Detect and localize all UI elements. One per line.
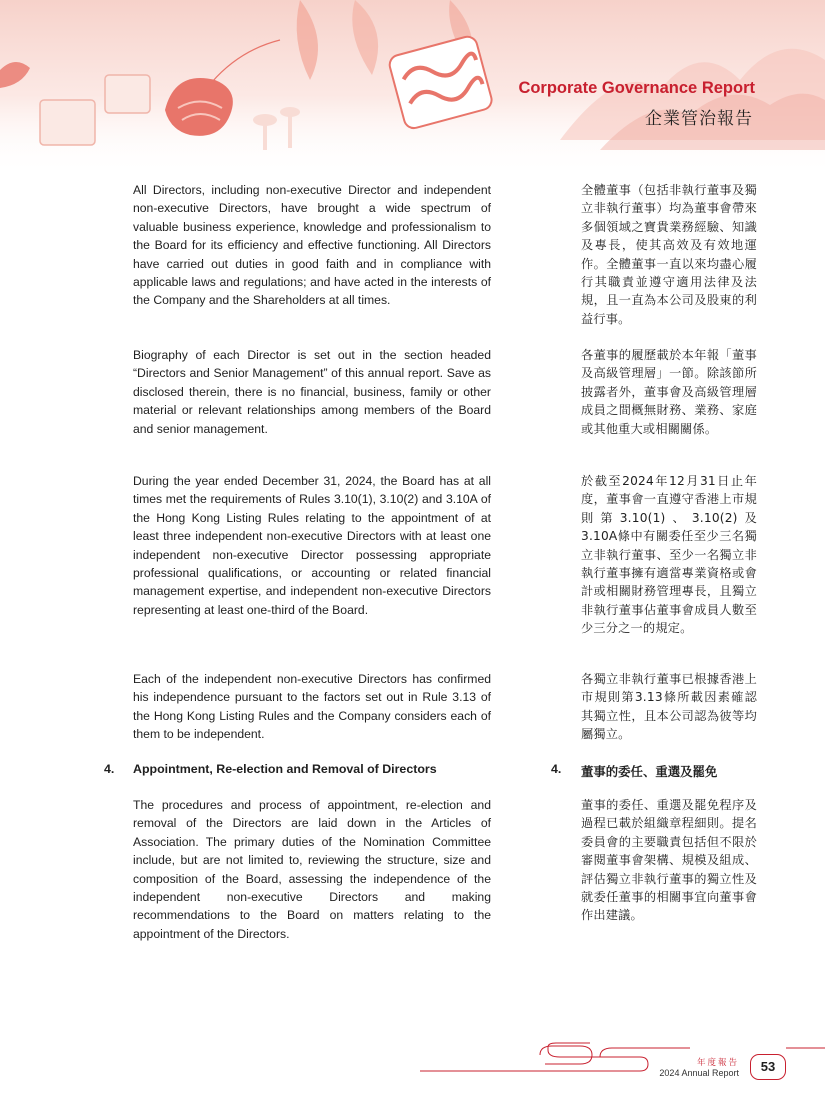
report-title-zh: 企業管治報告 [645,109,753,129]
paragraph-independence-confirmation-zh: 各獨立非執行董事已根據香港上市規則第3.13條所載因素確認其獨立性，且本公司認為彼等均屬獨立。 [581,672,757,742]
section-heading-zh: 董事的委任、重選及罷免 [581,764,718,779]
section-number-en: 4. [104,762,115,776]
paragraph-appointment-procedure-en: The procedures and process of appointment, re-election and removal of the Directors are laid down in the Articles of Association. The primary duties of the Nomination Committee include, but are not limited to, reviewing the structure, size and composition of the Board, assessing the independence of the independent non-executive Directors and making recommendations to the Board on matters relating to the appointment of the Directors. [133,798,491,941]
footer-wave-decoration [0,1040,825,1120]
section-number-zh: 4. [551,762,562,776]
footer-annual-report-zh: 年度報告 [696,1058,739,1068]
footer-annual-report-en: 2024 Annual Report [659,1068,739,1078]
page-number: 53 [750,1054,786,1080]
report-title-en: Corporate Governance Report [518,79,755,97]
section-heading-en: Appointment, Re-election and Removal of Directors [133,762,437,776]
paragraph-directors-contribution-en: All Directors, including non-executive Director and independent non-executive Directors, have brought a wide spectrum of valuable business experience, knowledge and professionalism to the Board for its efficiency and effective functioning. All Directors have carried out duties in good faith and in compliance with applicable laws and regulations; and have acted in the interests of the Company and the Shareholders at all times. [133,183,491,308]
paragraph-director-biography-en: Biography of each Director is set out in the section headed “Directors and Senior Management” of this annual report. Save as disclosed therein, there is no financial, business, family or other material or relevant relationships among members of the Board and senior management. [133,348,491,436]
paragraph-listing-rules-compliance-zh: 於截至2024年12月31日止年度，董事會一直遵守香港上市規則第3.10(1)、3.10(2)及3.10A條中有關委任至少三名獨立非執行董事、至少一名獨立非執行董事擁有適當專業資格或會計或相關財務管理專長，且獨立非執行董事佔董事會成員人數至少三分之一的規定。 [581,474,757,636]
paragraph-listing-rules-compliance-en: During the year ended December 31, 2024, the Board has at all times met the requirements of Rules 3.10(1), 3.10(2) and 3.10A of the Hong Kong Listing Rules relating to the appointment of at least three independent non-executive Directors with at least one independent non-executive Director possessing appropriate professional qualifications, or accounting or related financial management expertise, and independent non-executive Directors representing at least one-third of the Board. [133,474,491,617]
paragraph-director-biography-zh: 各董事的履歷載於本年報「董事及高級管理層」一節。除該節所披露者外，董事會及高級管理層成員之間概無財務、業務、家庭或其他重大或相關關係。 [581,348,757,436]
paragraph-independence-confirmation-en: Each of the independent non-executive Directors has confirmed his independence pursuant to the factors set out in Rule 3.13 of the Hong Kong Listing Rules and the Company considers each of them to be independent. [133,672,491,742]
paragraph-directors-contribution-zh: 全體董事（包括非執行董事及獨立非執行董事）均為董事會帶來多個領域之寶貴業務經驗、知識及專長，使其高效及有效地運作。全體董事一直以來均盡心履行其職責並遵守適用法律及法規，且一直為本公司及股東的利益行事。 [581,183,757,326]
paragraph-appointment-procedure-zh: 董事的委任、重選及罷免程序及過程已載於組織章程細則。提名委員會的主要職責包括但不限於審閱董事會架構、規模及組成、評估獨立非執行董事的獨立性及就委任董事的相關事宜向董事會作出建議。 [581,798,757,923]
